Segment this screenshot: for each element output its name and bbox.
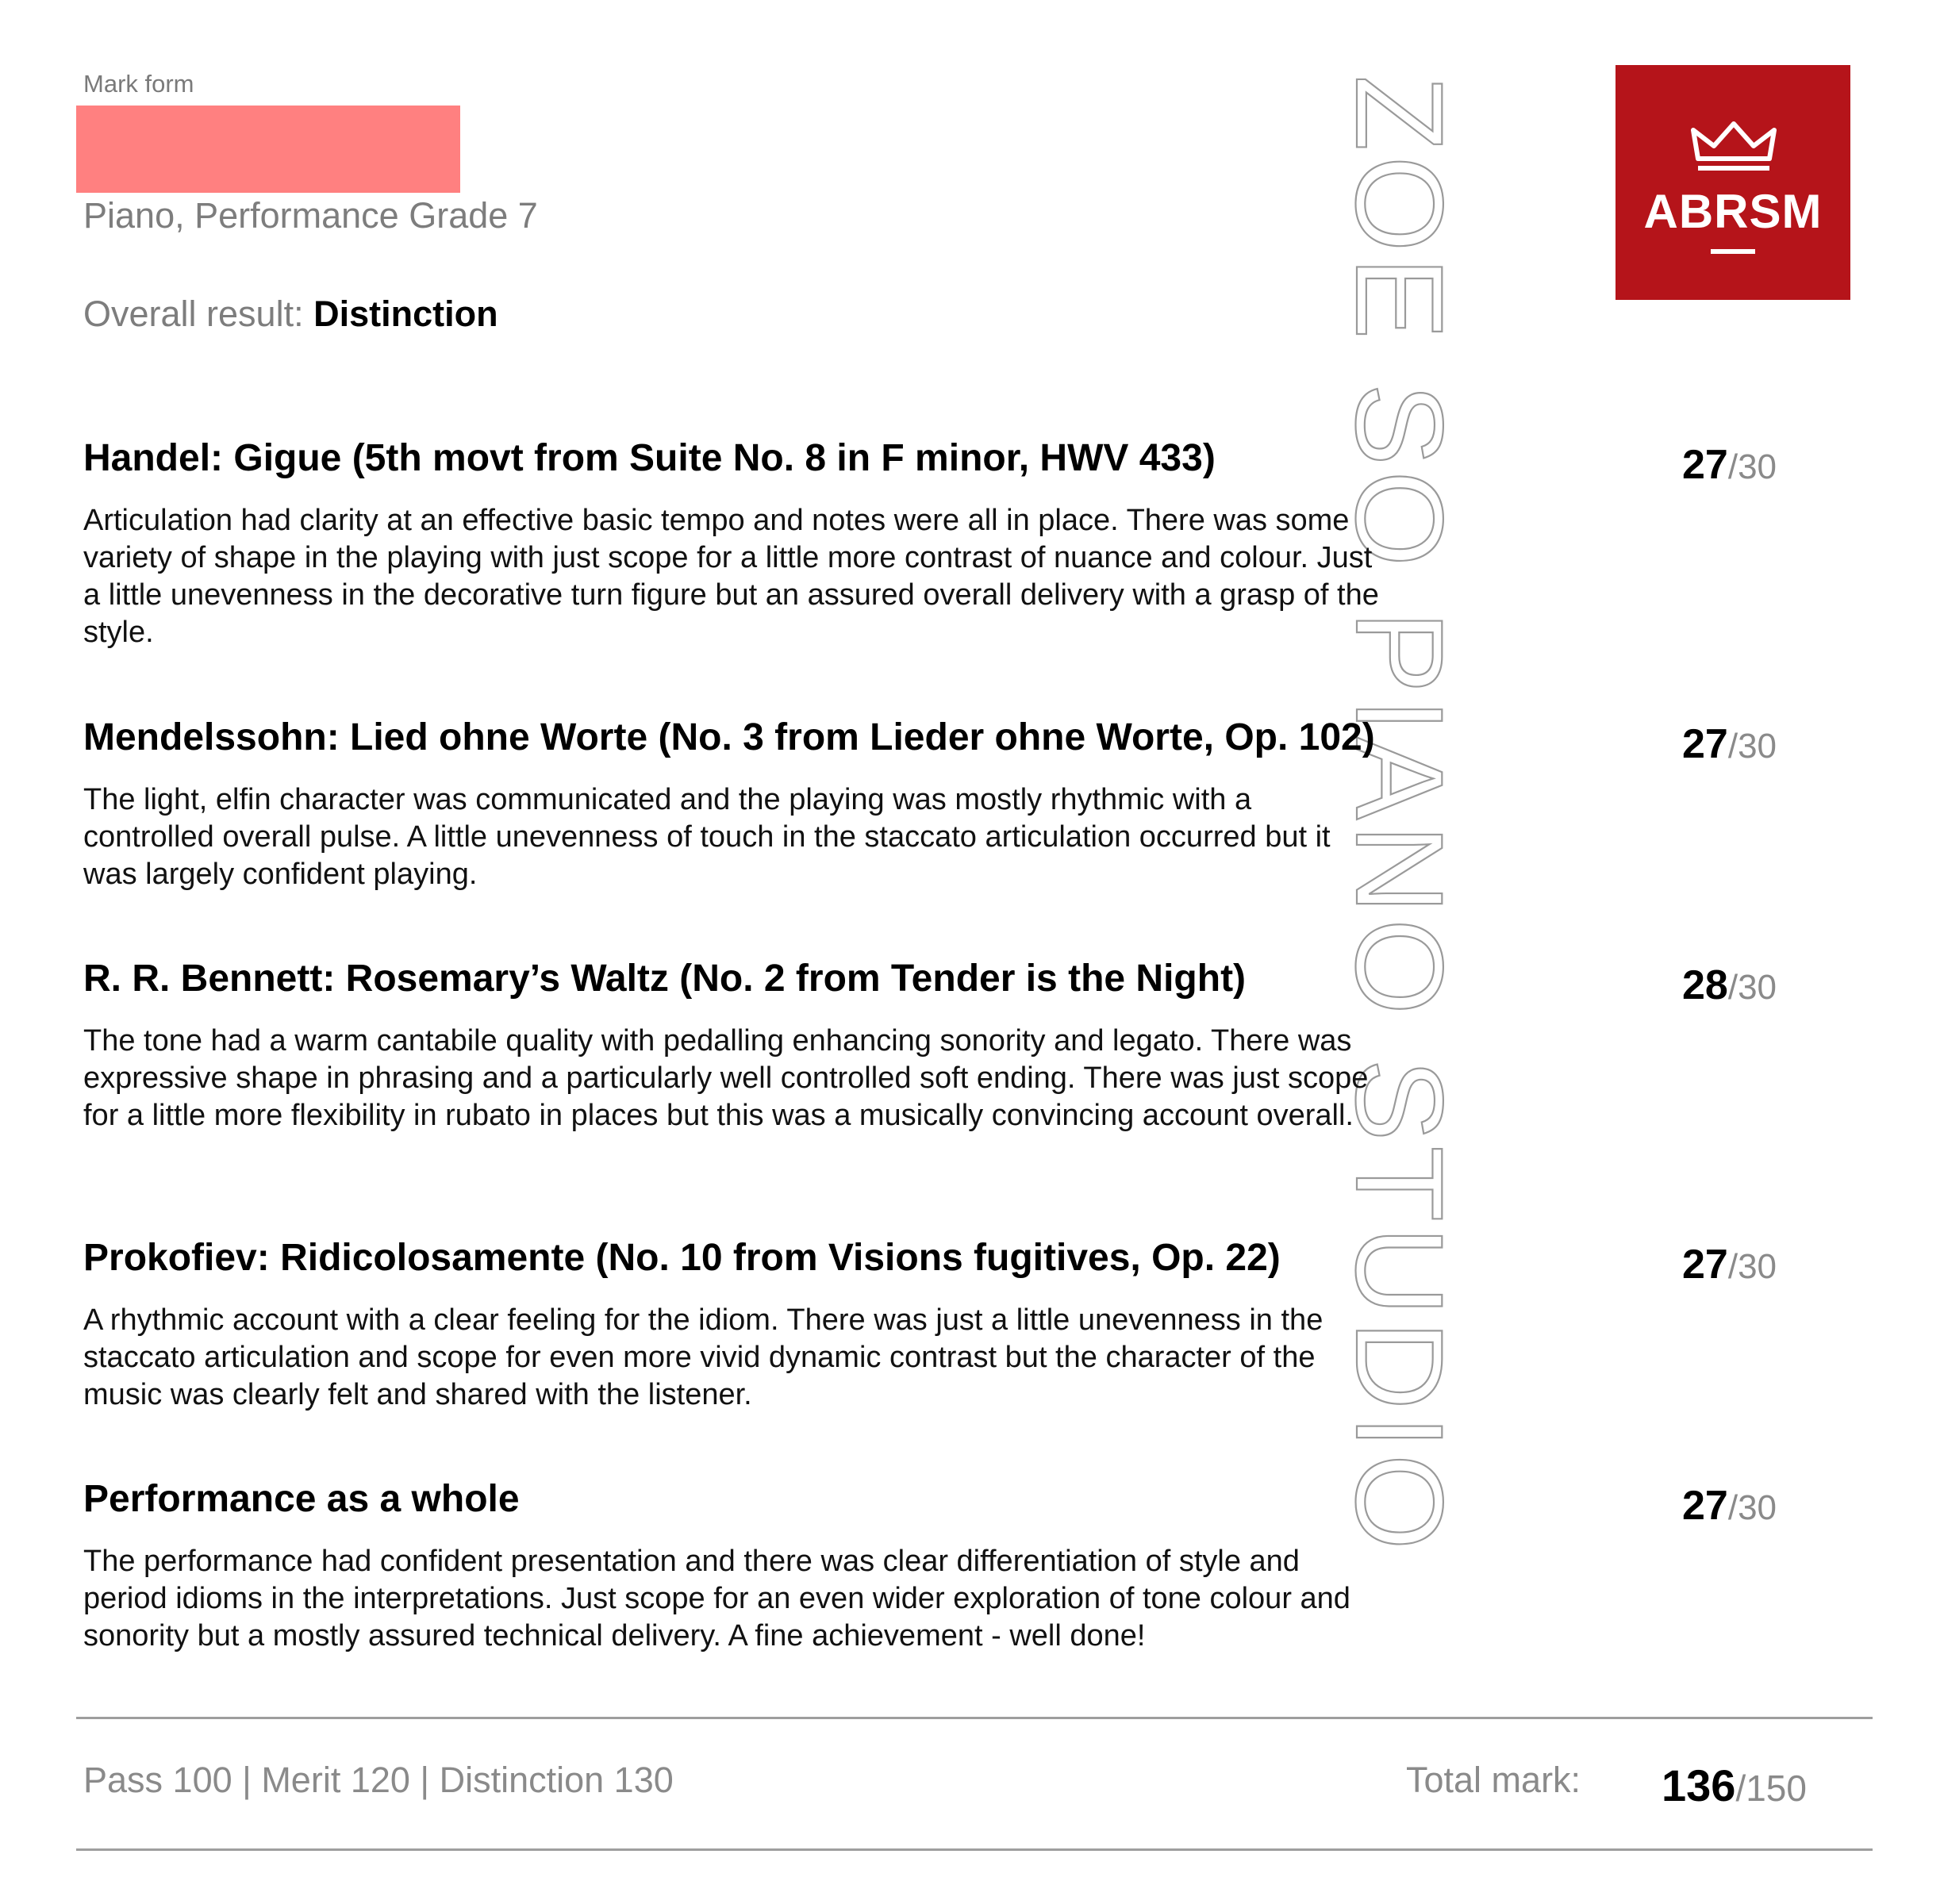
score-value: 27 [1682,442,1728,488]
section-comment: A rhythmic account with a clear feeling for the idiom. There was just a little unevenness in the staccato articulation and scope for even more vivid dynamic contrast but the character of the music was clearly felt and shared with the listener. [83,1303,1324,1412]
section-handel [83,436,1385,651]
score-performance-whole [1682,1482,1833,1530]
section-title: Prokofiev: Ridicolosamente (No. 10 from Visions fugitives, Op. 22) [83,1237,1281,1279]
section-bennett [83,957,1385,1134]
total-mark-label: Total mark: [1406,1760,1581,1800]
overall-result [83,294,498,335]
overall-result-value: Distinction [313,294,498,334]
subject-line: Piano, Performance Grade 7 [83,195,538,236]
score-max: /30 [1727,1247,1777,1286]
section-mendelssohn [83,716,1385,893]
score-value: 27 [1682,1483,1728,1529]
form-label: Mark form [83,70,194,98]
score-max: /30 [1727,968,1777,1007]
score-value: 28 [1682,962,1728,1008]
section-title: Performance as a whole [83,1478,520,1520]
studio-watermark [1330,75,1553,1686]
section-comment: The performance had confident presentation and there was clear differentiation of style and period idioms in the interpretations. Just scope for an even wider exploration of tone colour and sonority but a mostly assured technical delivery. A fine achievement - well done! [83,1545,1350,1653]
logo-wordmark: ABRSM [1643,185,1823,238]
footer-divider-bottom [76,1848,1873,1851]
redacted-name [76,106,460,193]
section-prokofiev [83,1236,1385,1414]
score-bennett [1682,962,1833,1009]
score-prokofiev [1682,1241,1833,1288]
score-max: /30 [1727,447,1777,486]
crown-icon [1690,121,1777,176]
overall-result-label: Overall result: [83,294,304,334]
section-title: R. R. Bennett: Rosemary’s Waltz (No. 2 from Tender is the Night) [83,958,1247,1000]
total-mark-value: 136 [1662,1760,1736,1810]
section-comment: The light, elfin character was communicated and the playing was mostly rhythmic with a controlled overall pulse. A little unevenness of touch in the staccato articulation occurred but it was largely confident playing. [83,783,1331,892]
grade-thresholds: Pass 100 | Merit 120 | Distinction 130 [83,1760,674,1800]
section-title: Mendelssohn: Lied ohne Worte (No. 3 from Lieder ohne Worte, Op. 102) [83,716,1375,758]
score-value: 27 [1682,721,1728,767]
logo-bar [1711,249,1755,254]
section-title: Handel: Gigue (5th movt from Suite No. 8 in F minor, HWV 433) [83,437,1216,479]
score-handel [1682,441,1833,489]
section-comment: The tone had a warm cantabile quality with pedalling enhancing sonority and legato. There was expressive shape in phrasing and a particularly well controlled soft ending. There was just scope for a little more flexibility in rubato in places but this was a musically convincing account overall. [83,1024,1369,1133]
total-mark-max: /150 [1735,1768,1807,1809]
watermark-text: ZOE SO PIANO STUDIO [1330,75,1468,1555]
score-max: /30 [1727,727,1777,766]
section-comment: Articulation had clarity at an effective basic tempo and notes were all in place. There was some variety of shape in the playing with just scope for a little more contrast of nuance and colour. Just a little unevenness in the decorative turn figure but an assured overall delivery with a grasp of the style. [83,504,1379,650]
score-value: 27 [1682,1242,1728,1288]
total-mark [1662,1760,1807,1811]
footer-divider-top [76,1717,1873,1719]
score-max: /30 [1727,1488,1777,1527]
section-performance-whole [83,1477,1385,1655]
abrsm-logo [1616,65,1850,300]
score-mendelssohn [1682,720,1833,768]
